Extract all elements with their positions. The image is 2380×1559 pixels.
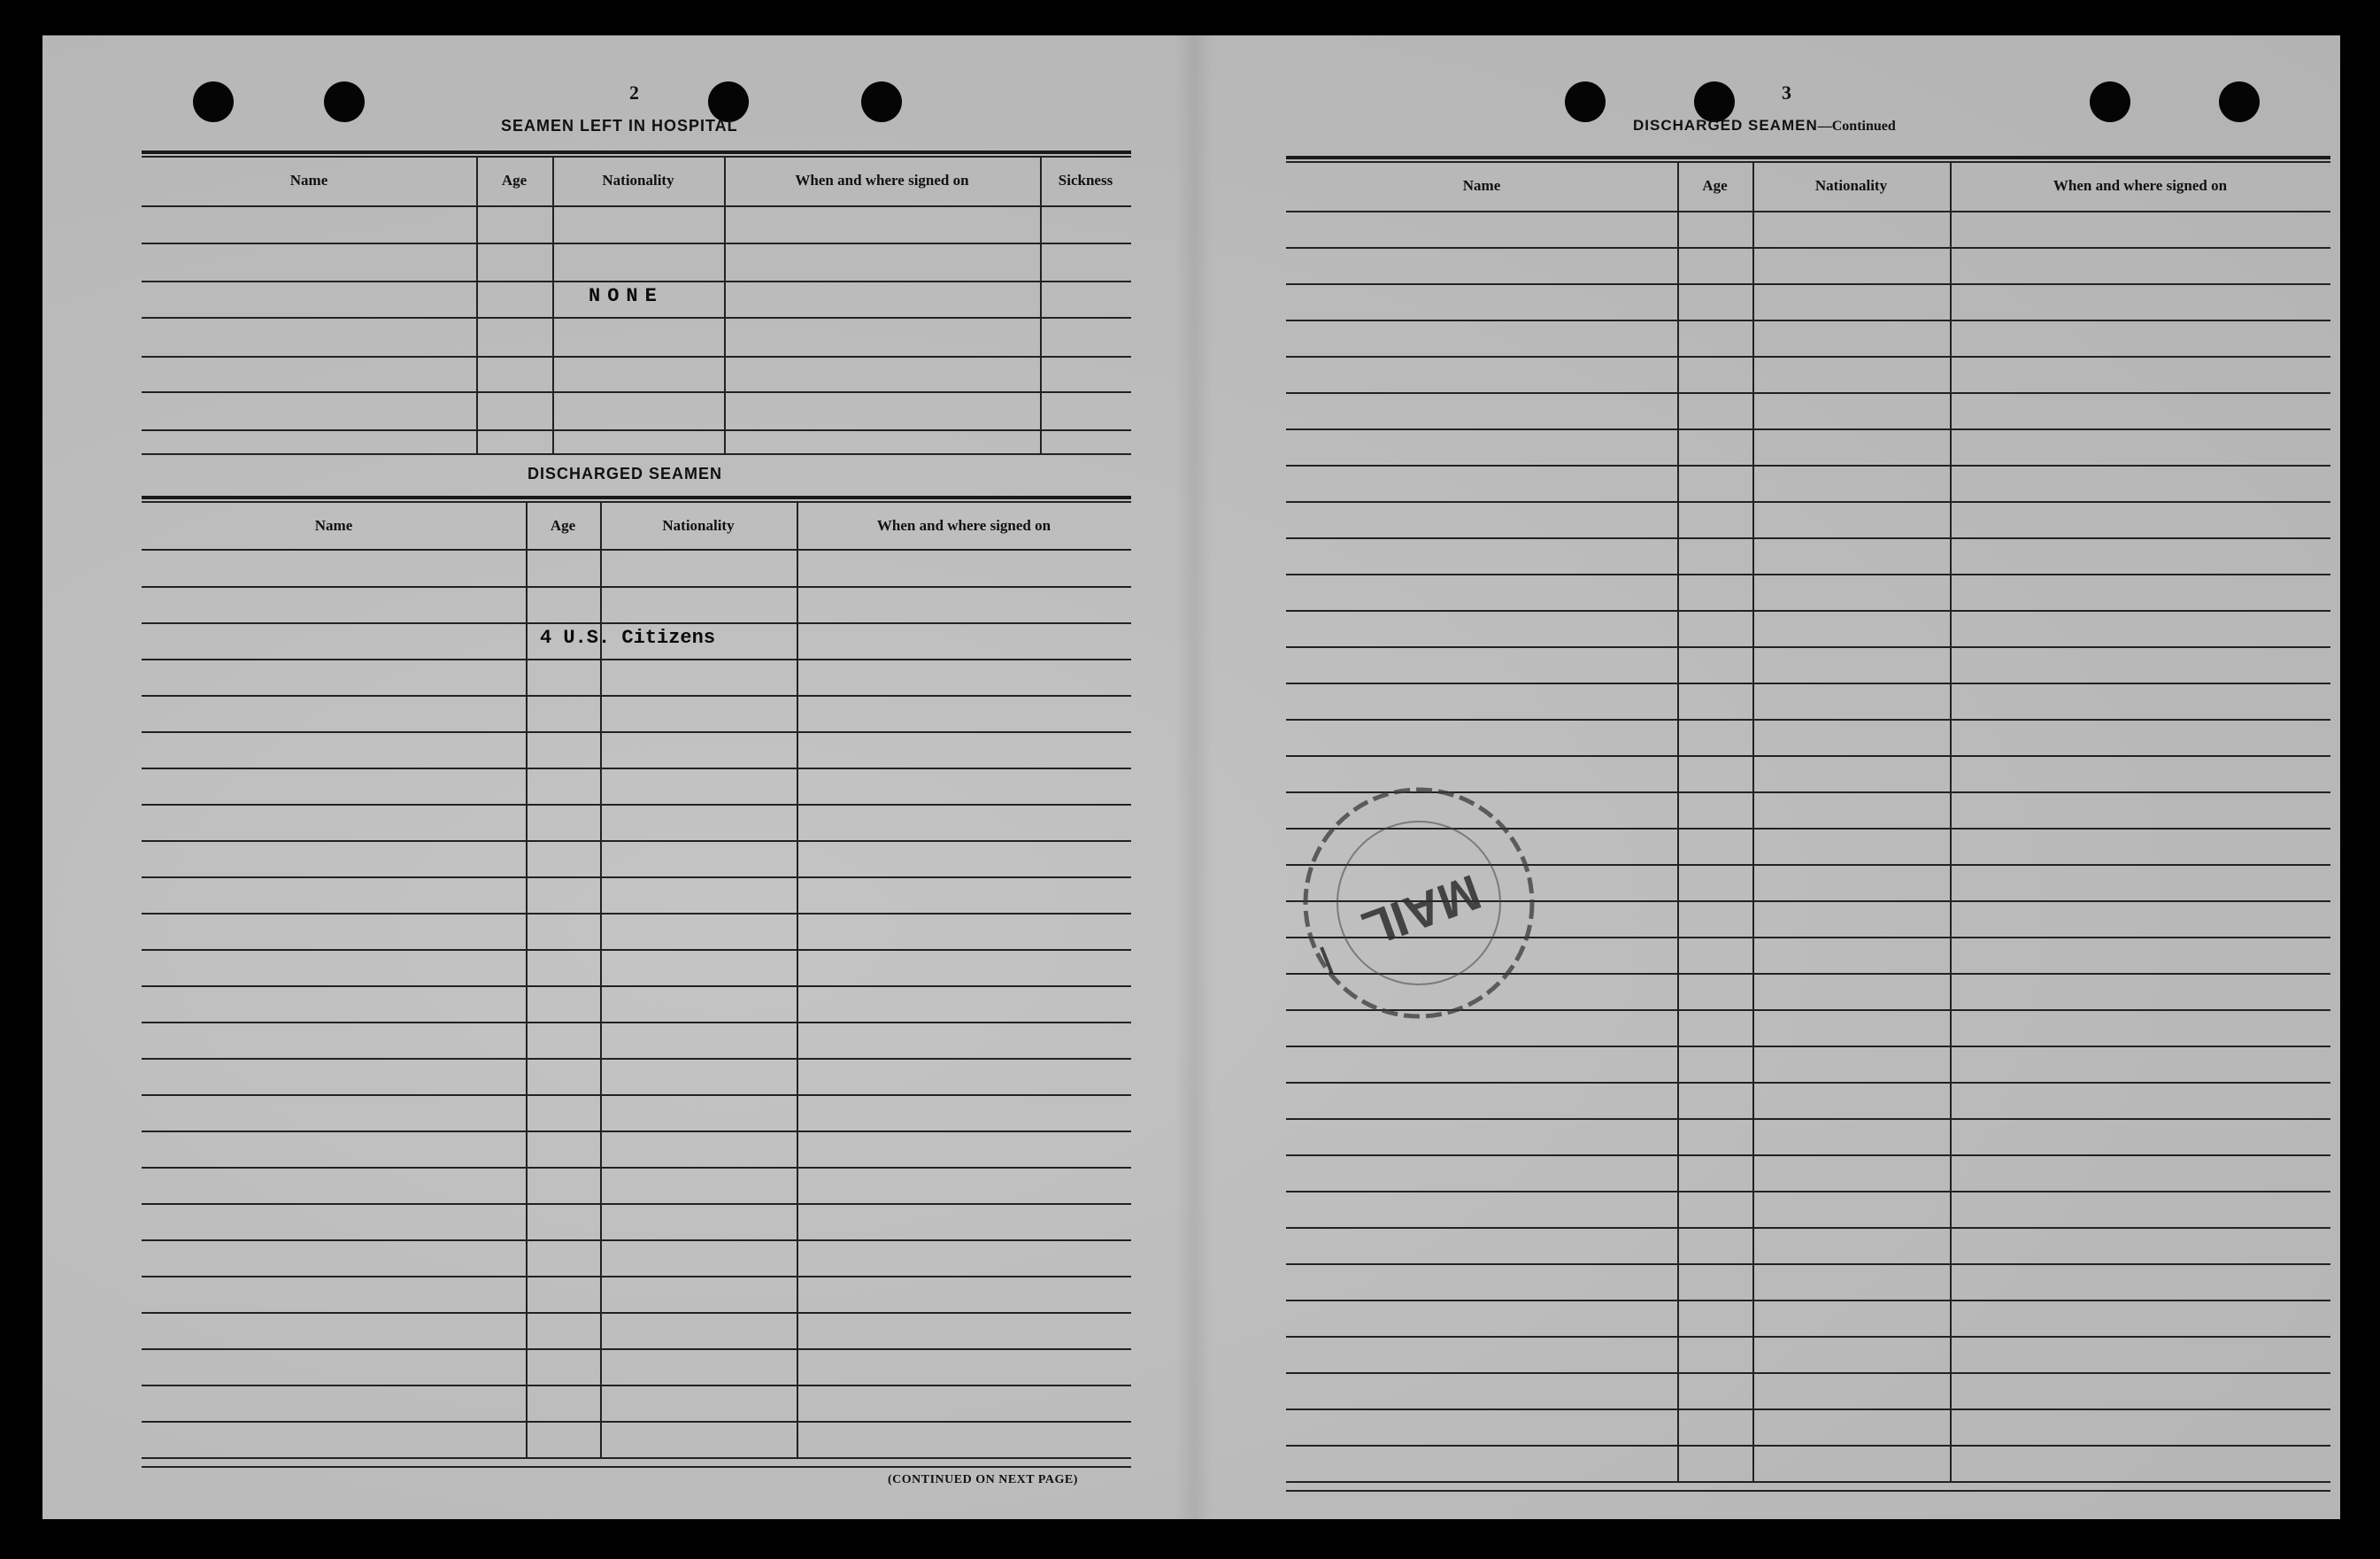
- punch-hole: [324, 81, 365, 122]
- right-col-age: Age: [1702, 177, 1728, 194]
- hospital-col-nationality: Nationality: [602, 172, 674, 189]
- punch-hole: [193, 81, 234, 122]
- discharged-entry-citizens: 4 U.S. Citizens: [540, 627, 716, 649]
- hospital-col-name: Name: [289, 172, 328, 189]
- discharged-section-title: DISCHARGED SEAMEN: [528, 465, 723, 482]
- right-col-signed-on: When and where signed on: [2053, 177, 2228, 194]
- hospital-entry-none: NONE: [589, 285, 664, 307]
- right-col-nationality: Nationality: [1814, 177, 1888, 194]
- discharged-continued-suffix: —Continued: [1817, 119, 1896, 134]
- document-sheet: [42, 35, 2340, 1519]
- hospital-table: [142, 150, 1131, 485]
- punch-hole: [2090, 81, 2130, 122]
- discharged-continued-title: [1633, 117, 1896, 135]
- center-fold: [1175, 35, 1213, 1519]
- discharged-col-name: Name: [314, 517, 353, 534]
- page-number-left: 2: [629, 81, 639, 104]
- discharged-col-nationality: Nationality: [662, 517, 735, 534]
- page-number-right: 3: [1782, 81, 1791, 104]
- postmark-stamp: [1286, 770, 1552, 1036]
- discharged-continued-title-main: DISCHARGED SEAMEN: [1633, 117, 1818, 134]
- continued-note: (CONTINUED ON NEXT PAGE): [888, 1473, 1078, 1486]
- stamp-text: MAIL: [1355, 863, 1489, 958]
- hospital-col-age: Age: [501, 172, 528, 189]
- punch-hole: [1565, 81, 1606, 122]
- discharged-col-age: Age: [550, 517, 576, 534]
- hospital-col-sickness: Sickness: [1058, 172, 1113, 189]
- discharged-col-signed-on: When and where signed on: [876, 517, 1051, 534]
- hospital-section-title: SEAMEN LEFT IN HOSPITAL: [501, 117, 738, 135]
- punch-hole: [861, 81, 902, 122]
- punch-hole: [2219, 81, 2260, 122]
- hospital-col-signed-on: When and where signed on: [795, 172, 969, 189]
- discharged-table-left: [142, 496, 1131, 1505]
- right-col-name: Name: [1462, 177, 1501, 194]
